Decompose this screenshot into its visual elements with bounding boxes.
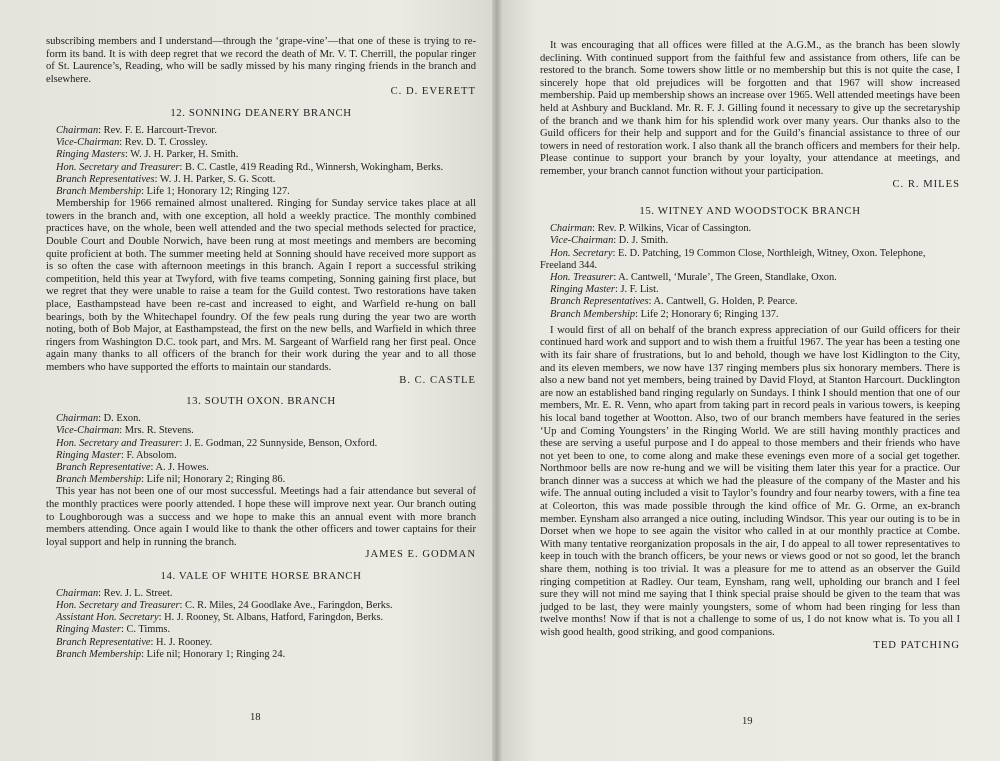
officer-role: Ringing Master [56, 449, 121, 461]
officer-row: Vice-Chairman: D. J. Smith. [550, 235, 669, 247]
officer-row: Chairman: Rev. F. E. Harcourt-Trevor. [56, 124, 217, 136]
officer-value: H. J. Rooney. [156, 636, 213, 648]
officer-role: Chairman [56, 124, 99, 136]
signature-witney-woodstock: TED PATCHING [873, 639, 960, 651]
officer-value: Mrs. R. Stevens. [124, 425, 194, 437]
officer-row: Branch Membership: Life nil; Honorary 2; Ringing 86. [56, 474, 286, 486]
officer-row: Hon. Secretary and Treasurer: C. R. Miles, 24 Goodlake Ave., Faringdon, Berks. [56, 600, 393, 612]
officer-role: Ringing Master [56, 624, 121, 636]
officer-role: Ringing Masters [56, 149, 125, 161]
officer-role: Hon. Secretary and Treasurer [56, 600, 180, 612]
officer-role: Chairman [550, 223, 593, 235]
officer-role: Branch Representatives [550, 296, 649, 308]
officers-list-south-oxon [46, 413, 476, 486]
officer-role: Ringing Master [550, 284, 615, 296]
officer-value: D. J. Smith. [618, 235, 669, 247]
report-sonning: Membership for 1966 remained almost unaltered. Ringing for Sunday service takes place at all towers in the branch and, with one exception, all hold a weekly practice. The monthly combined practices have, on the whole, been well attended and the two special methods selected for practice, Double Court and Double Norwich, have been rung at most meetings and members are becoming quite proficient at both. The summer meeting held at Sonning should have received more support as is so often the case with afternoon meetings in this branch. Again I report a successful striking competition, held this year at Twyford, with five teams competing, Sonning gaining first place, but we regret that they were unable to raise a team for the Guild contest. Two restorations have taken place, Easthampstead have been re-cast and increased to eight, and Warfield re-hung on ball bearings, both by the Whitechapel foundry. Of the few peals rung during the year two are worth noting, both of Bob Major, at Easthampstead, the first on the new bells, and Warfield in which three ringers from Washington D.C. took part, and Mrs. M. Sargeant of Warfield rang her first peal. Once again many thanks to all officers of the branch for their work during the year and to all those members who have supported the efforts to maintain our standards. [46, 198, 476, 373]
right-intro-text: It was encouraging that all offices were filled at the A.G.M., as the branch has been slowly declining. With continued support from the faithful few and assistance from others, life can be restored to the branch. Some towers show little or no membership but this is not quite the case, I sincerely hope that old prejudices will be forgotten and that 1967 will show increased membership. Paid up membership shows an increase over 1965. Well attended meetings have been held at Ashbury and Buckland. Mr. R. F. J. Gilling found it necessary to give up the secretaryship of the branch and we thank him for his splendid work over many years. Our thanks also to the Guild officers for their help and support and for the Guild’s financial assistance to three of our towers in need of restoration work. I also thank all the branch officers and members for their help. Please continue to support your branch by your loyalty, your attendance at meetings, and remember, your branch cannot function without your participation. [540, 40, 960, 177]
officer-row: Branch Representative: H. J. Rooney. [56, 636, 213, 648]
officer-value: A. Cantwell, G. Holden, P. Pearce. [653, 296, 798, 308]
officer-role: Vice-Chairman [56, 137, 120, 149]
officer-value: C. R. Miles, 24 Goodlake Ave., Faringdon, Berks. [185, 600, 393, 612]
officer-row: Chairman: D. Exon. [56, 413, 141, 425]
officer-role: Chairman [56, 413, 99, 425]
officer-role: Vice-Chairman [550, 235, 614, 247]
officer-value: J. F. List. [620, 284, 659, 296]
officer-value: D. Exon. [103, 413, 141, 425]
officer-row: Vice-Chairman: Rev. D. T. Crossley. [56, 137, 208, 149]
officer-row: Ringing Master: F. Absolom. [56, 449, 177, 461]
officer-value: B. C. Castle, 419 Reading Rd., Winnersh, Wokingham, Berks. [185, 161, 444, 173]
signature-south-oxon: JAMES E. GODMAN [365, 549, 476, 561]
officer-row: Ringing Masters: W. J. H. Parker, H. Smith. [56, 149, 239, 161]
page-number-left: 18 [250, 712, 261, 723]
left-intro-text: subscribing members and I understand—through the ‘grape-vine’—that one of these is trying to re-form its band. It is with deep regret that we record the death of Mr. V. T. Cherrill, the popular ringer of St. Laurence’s, Reading, who will be sadly missed by his many ringing friends in the branch and elsewhere. [46, 36, 476, 85]
officers-list-sonning [46, 125, 476, 198]
report-witney-woodstock: I would first of all on behalf of the branch express appreciation of our Guild officers for their continued hard work and support and to wish them a fruitful 1967. The year has been a testing one with its fair share of frustrations, but lo and behold, though we have lost Kidlington to the City, and its eleven members, we now have 137 ringing members plus six honorary members. There is also a new band not yet members, being trained by David Floyd, at Stanton Harcourt. Ducklington are now an established band ringing regularly on Sundays. I think I should mention that one of our members, Mr. E. R. Venn, who apart from taking part in record peals in various towers, is keeping his local band together at Wootton. Also, two of our branch members have featured in the series ‘Up and Coming Youngsters’ in the Ringing World. We are still having monthly practices and these are serving a useful purpose and I do appeal to those members and their friends who have not yet been to one, to come along and make these evenings even more of a social get together. Northmoor bells are now re-hung and we will be visiting them later this year for a practice. Our branch dinner was a success at which we had the pleasure of the company of the Master and his wife. The annual outing included a visit to Taylor’s foundry and four nearby towers, with a fine tea at Coleorton, this was made possible through the kind office of Mr. G. Orme, an ex-branch member. Eynsham also arranged a nice outing, including Windsor. This year our outing is to be in Dorset when we hope to see again the visitor who called in at our monthly practice at Combe. With many tentative reorganization proposals in the air, I do appeal to all tower representatives to keep in touch with the branch officers, be your news or views good or not so good, let the branch share them, nothing is too trivial. It was a pleasure for me to attend as an observer the Guild ringing competition at Radley. Our team, Eynsham, rang well, upholding our branch and I feel sure they will not mind me saying that I think special praise should be given to the team that was judged to be last, they were mainly youngsters, some of whom had been ringing for less than twelve months! Now if that is not a challenge to some of us, I do not know what is. To you all I wish good health, good striking, and good companions. [540, 324, 960, 638]
officer-row: Branch Membership: Life 1; Honorary 12; Ringing 127. [56, 185, 290, 197]
section-heading-sonning: 12. SONNING DEANERY BRANCH [170, 106, 352, 119]
officer-row: Hon. Treasurer: A. Cantwell, ‘Murale’, The Green, Standlake, Oxon. [550, 271, 837, 283]
officers-list-witney [540, 223, 960, 321]
officer-role: Branch Membership [550, 308, 636, 320]
officer-value: H. J. Rooney, St. Albans, Hatford, Faringdon, Berks. [164, 612, 384, 624]
officer-role: Hon. Secretary [550, 247, 613, 259]
officer-value: Life 1; Honorary 12; Ringing 127. [146, 185, 290, 197]
officer-value: E. D. Patching, 19 Common Close, Northleigh, Witney, Oxon. Telephone, Freeland 344. [540, 247, 926, 271]
officer-role: Assistant Hon. Secretary [56, 612, 159, 624]
right-page [496, 0, 1000, 761]
officer-value: A. J. Howes. [155, 461, 209, 473]
officer-role: Branch Representative [56, 461, 151, 473]
officer-value: C. Timms. [126, 624, 171, 636]
page-number-right: 19 [742, 716, 753, 727]
officer-value: Rev. P. Wilkins, Vicar of Cassington. [597, 223, 752, 235]
officer-row: Chairman: Rev. P. Wilkins, Vicar of Cassington. [550, 223, 752, 235]
officer-row: Branch Membership: Life 2; Honorary 6; Ringing 137. [550, 308, 779, 320]
officer-row: Ringing Master: C. Timms. [56, 624, 171, 636]
officer-role: Chairman [56, 587, 99, 599]
officer-row: Branch Representative: A. J. Howes. [56, 461, 209, 473]
officer-row: Branch Representatives: W. J. H. Parker, S. G. Scott. [56, 173, 276, 185]
officer-role: Branch Representatives [56, 173, 155, 185]
officer-value: F. Absolom. [126, 449, 177, 461]
officer-role: Hon. Treasurer [550, 271, 614, 283]
officer-value: W. J. H. Parker, H. Smith. [130, 149, 239, 161]
officer-role: Hon. Secretary and Treasurer [56, 161, 180, 173]
report-south-oxon: This year has not been one of our most successful. Meetings had a fair attendance but several of the monthly practices were poorly attended. I hope these will improve next year. Our branch outing to Loughborough was a success and we hope to make this an annual event with more branch members attending. Once again I would like to thank the other officers and tower captains for their loyal support and help in running the branch. [46, 486, 476, 548]
officer-row: Assistant Hon. Secretary: H. J. Rooney, St. Albans, Hatford, Faringdon, Berks. [56, 612, 384, 624]
officer-value: W. J. H. Parker, S. G. Scott. [159, 173, 276, 185]
officer-row: Ringing Master: J. F. List. [550, 284, 659, 296]
officer-value: A. Cantwell, ‘Murale’, The Green, Standlake, Oxon. [618, 271, 837, 283]
officer-row: Hon. Secretary and Treasurer: B. C. Castle, 419 Reading Rd., Winnersh, Wokingham, Berks. [56, 161, 444, 173]
book-gutter [492, 0, 502, 761]
officer-value: J. E. Godman, 22 Sunnyside, Benson, Oxford. [185, 437, 378, 449]
officer-value: Rev. F. E. Harcourt-Trevor. [103, 124, 217, 136]
officer-row: Hon. Secretary: E. D. Patching, 19 Common Close, Northleigh, Witney, Oxon. Telephone, Freeland 344. [540, 247, 926, 271]
officer-row: Vice-Chairman: Mrs. R. Stevens. [56, 425, 194, 437]
officer-value: Rev. J. L. Street. [103, 587, 173, 599]
officer-role: Vice-Chairman [56, 425, 120, 437]
officer-role: Branch Membership [56, 474, 142, 486]
left-intro-signature: C. D. EVERETT [390, 86, 476, 98]
left-page [0, 0, 496, 761]
officers-list-vale [46, 588, 476, 661]
officer-role: Branch Membership [56, 648, 142, 660]
officer-role: Branch Representative [56, 636, 151, 648]
officer-value: Life nil; Honorary 1; Ringing 24. [146, 648, 286, 660]
officer-role: Branch Membership [56, 185, 142, 197]
officer-value: Life 2; Honorary 6; Ringing 137. [640, 308, 779, 320]
officer-row: Branch Membership: Life nil; Honorary 1; Ringing 24. [56, 648, 286, 660]
officer-value: Life nil; Honorary 2; Ringing 86. [146, 474, 286, 486]
officer-row: Chairman: Rev. J. L. Street. [56, 587, 173, 599]
right-intro-signature: C. R. MILES [892, 178, 960, 190]
section-heading-witney-woodstock: 15. WITNEY AND WOODSTOCK BRANCH [639, 205, 861, 218]
officer-value: Rev. D. T. Crossley. [124, 137, 208, 149]
officer-row: Hon. Secretary and Treasurer: J. E. Godman, 22 Sunnyside, Benson, Oxford. [56, 437, 378, 449]
officer-row: Branch Representatives: A. Cantwell, G. Holden, P. Pearce. [550, 296, 798, 308]
signature-sonning: B. C. CASTLE [399, 374, 476, 386]
section-heading-vale-of-white-horse: 14. VALE OF WHITE HORSE BRANCH [160, 569, 362, 582]
section-heading-south-oxon: 13. SOUTH OXON. BRANCH [186, 395, 336, 408]
officer-role: Hon. Secretary and Treasurer [56, 437, 180, 449]
